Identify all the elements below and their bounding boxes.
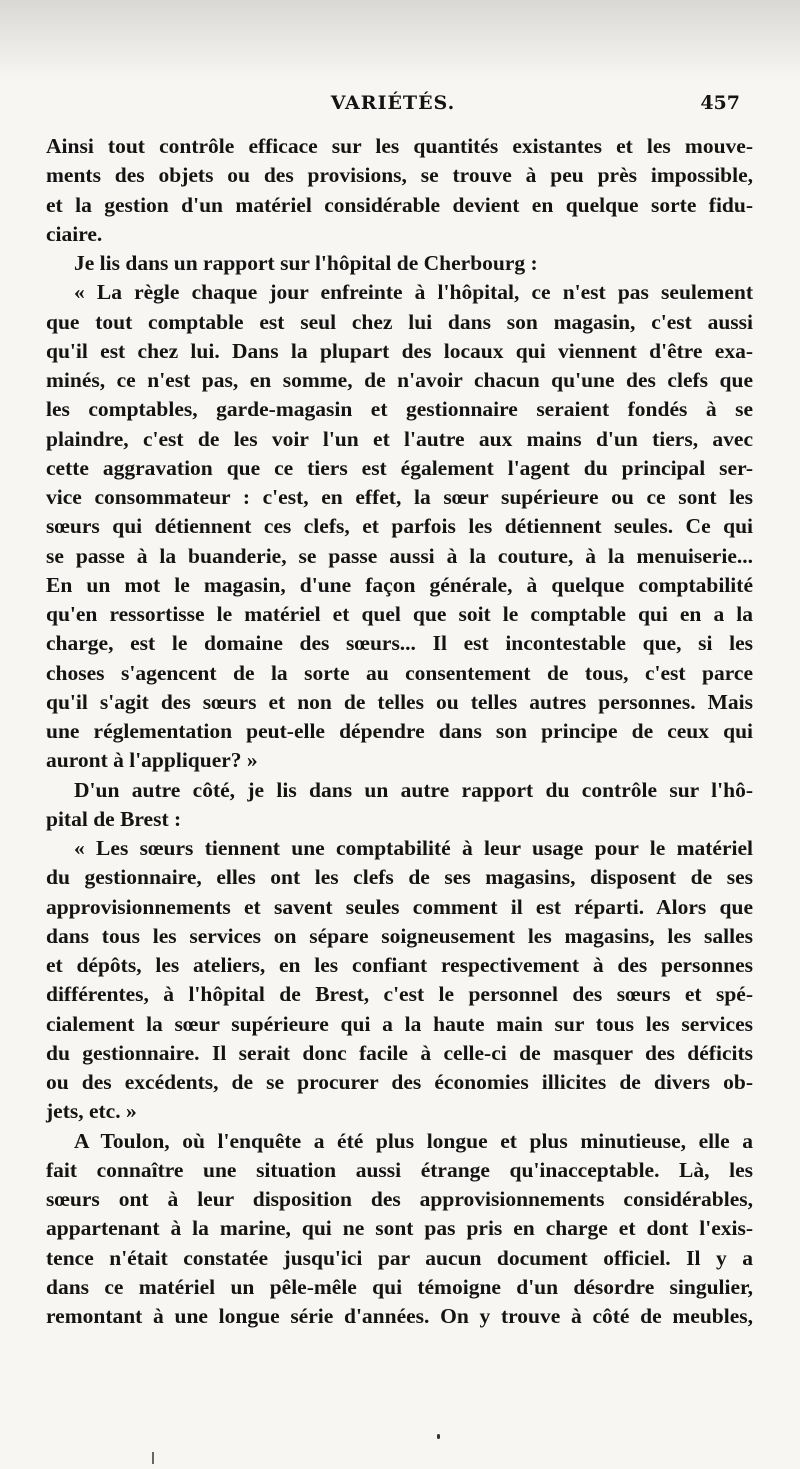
text-line: cette aggravation que ce tiers est également l'agent du principal ser- (46, 455, 753, 480)
text-line: « Les sœurs tiennent une comptabilité à leur usage pour le matériel (74, 836, 753, 860)
text-line: qu'en ressortisse le matériel et quel que soit le comptable qui en a la (46, 602, 753, 626)
text-line: D'un autre côté, je lis dans un autre rapport du contrôle sur l'hô- (74, 777, 753, 802)
text-line: En un mot le magasin, d'une façon générale, à quelque comptabilité (46, 572, 753, 597)
body-text (46, 132, 753, 1331)
text-line: sœurs ont à leur disposition des approvisionnements considérables, (46, 1187, 753, 1211)
text-line: ou des excédents, de se procurer des économies illicites de divers ob- (46, 1070, 753, 1094)
text-line: jets, etc. » (46, 1099, 137, 1124)
text-line: approvisionnements et savent seules comment il est réparti. Alors que (46, 894, 753, 919)
text-line: plaindre, c'est de les voir l'un et l'autre aux mains d'un tiers, avec (46, 426, 753, 451)
text-line: et dépôts, les ateliers, en les confiant respectivement à des personnes (46, 953, 753, 977)
text-line: « La règle chaque jour enfreinte à l'hôpital, ce n'est pas seulement (74, 280, 753, 305)
text-line: que tout comptable est seul chez lui dans son magasin, c'est aussi (46, 309, 753, 334)
text-line: ments des objets ou des provisions, se trouve à peu près impossible, (46, 163, 753, 188)
text-line: Je lis dans un rapport sur l'hôpital de Cherbourg : (74, 251, 538, 275)
text-line: les comptables, garde-magasin et gestionnaire seraient fondés à se (46, 397, 753, 422)
ink-speck (437, 1434, 440, 1439)
text-line: auront à l'appliquer? » (46, 748, 258, 773)
text-line: cialement la sœur supérieure qui a la haute main sur tous les services (46, 1011, 753, 1036)
text-line: remontant à une longue série d'années. On y trouve à côté de meubles, (46, 1304, 753, 1328)
text-line: du gestionnaire. Il serait donc facile à celle-ci de masquer des déficits (46, 1040, 753, 1065)
scan-shadow (0, 0, 800, 80)
text-line: et la gestion d'un matériel considérable devient en quelque sorte fidu- (46, 192, 753, 217)
text-line: dans ce matériel un pêle-mêle qui témoigne d'un désordre singulier, (46, 1274, 753, 1299)
text-line: tence n'était constatée jusqu'ici par aucun document officiel. Il y a (46, 1245, 753, 1270)
text-line: une réglementation peut-elle dépendre dans son principe de ceux qui (46, 719, 753, 743)
text-line: appartenant à la marine, qui ne sont pas pris en charge et dont l'exis- (46, 1216, 753, 1241)
text-line: pital de Brest : (46, 806, 182, 831)
page-header (46, 92, 740, 122)
text-line: vice consommateur : c'est, en effet, la sœur supérieure ou ce sont les (46, 485, 753, 509)
text-line: dans tous les services on sépare soigneusement les magasins, les salles (46, 923, 753, 948)
text-line: fait connaître une situation aussi étrange qu'inacceptable. Là, les (46, 1157, 753, 1182)
text-line: choses s'agencent de la sorte au consentement de tous, c'est parce (46, 660, 753, 685)
text-line: se passe à la buanderie, se passe aussi à la couture, à la menuiserie... (46, 543, 753, 568)
text-line: ciaire. (46, 221, 103, 246)
text-line: sœurs qui détiennent ces clefs, et parfois les détiennent seules. Ce qui (46, 514, 753, 539)
page-number: 457 (700, 92, 740, 114)
text-line: A Toulon, où l'enquête a été plus longue et plus minutieuse, elle a (74, 1128, 753, 1153)
text-line: différentes, à l'hôpital de Brest, c'est le personnel des sœurs et spé- (46, 982, 753, 1007)
text-line: du gestionnaire, elles ont les clefs de ses magasins, disposent de ses (46, 865, 753, 890)
ink-speck (152, 1452, 154, 1464)
text-line: qu'il est chez lui. Dans la plupart des locaux qui viennent d'être exa- (46, 338, 753, 363)
running-head: VARIÉTÉS. (330, 92, 456, 114)
text-line: minés, ce n'est pas, en somme, de n'avoir chacun qu'une des clefs que (46, 368, 753, 392)
text-line: Ainsi tout contrôle efficace sur les quantités existantes et les mouve- (46, 134, 753, 158)
text-line: qu'il s'agit des sœurs et non de telles ou telles autres personnes. Mais (46, 689, 753, 714)
text-line: charge, est le domaine des sœurs... Il est incontestable que, si les (46, 631, 753, 656)
